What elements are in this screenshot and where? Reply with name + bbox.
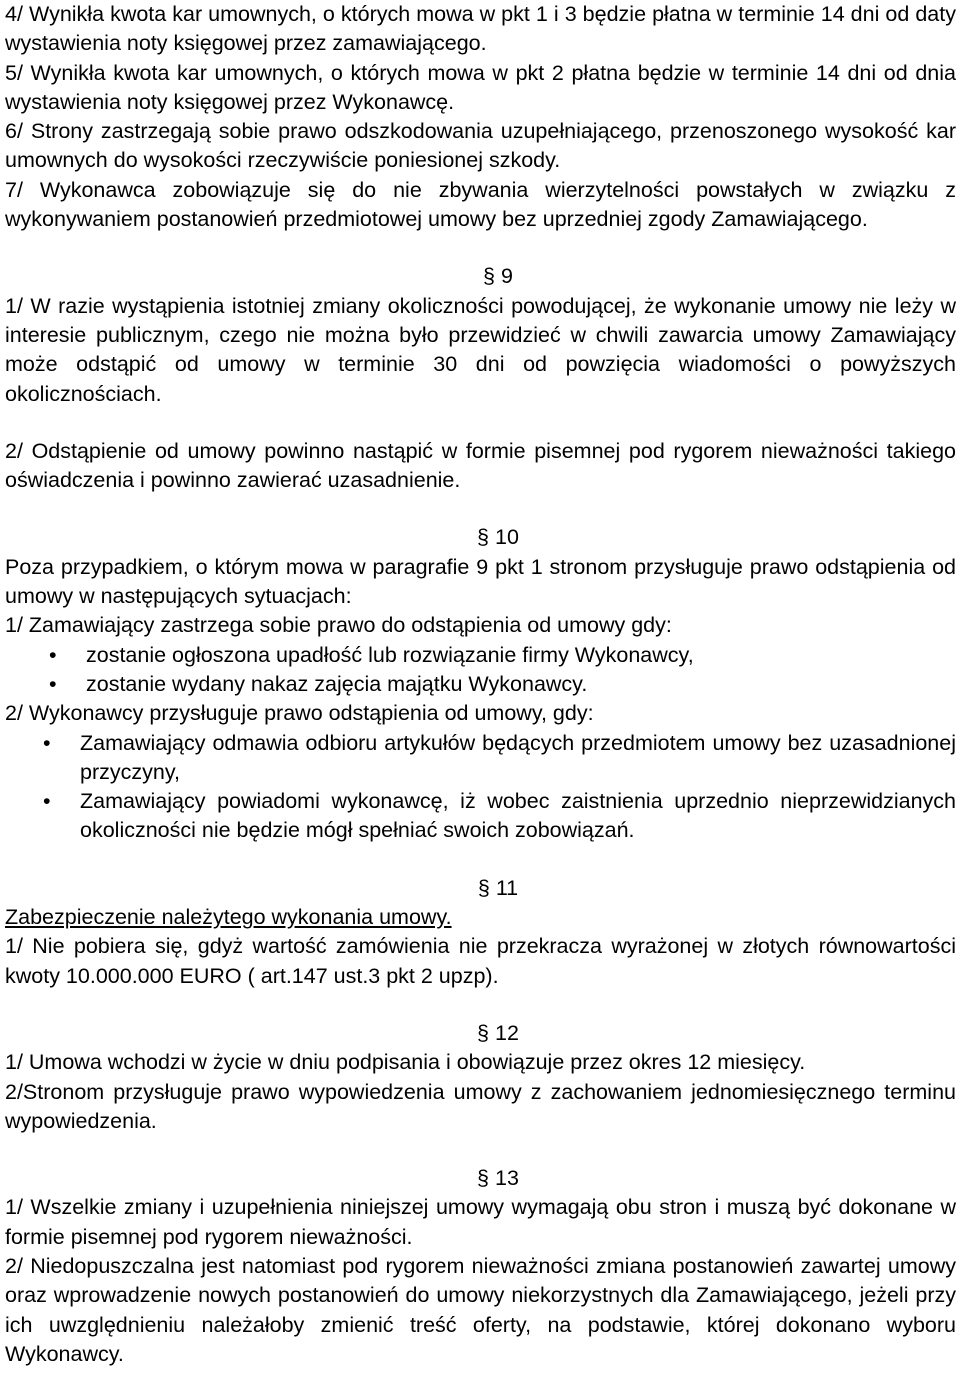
section-12-paragraph-1: 1/ Umowa wchodzi w życie w dniu podpisania i obowiązuje przez okres 12 miesięcy. xyxy=(5,1050,806,1075)
bullet-icon: • xyxy=(43,789,51,814)
spacer xyxy=(5,846,956,874)
section-number: 12 xyxy=(495,1020,519,1045)
section-9-paragraph-2: 2/ Odstąpienie od umowy powinno nastąpić w formie pisemnej pod rygorem nieważności takiego oświadczenia i powinno zawierać uzasadnienie. xyxy=(5,438,956,493)
section-10-list-1 xyxy=(5,641,956,700)
section-9-paragraph-1: 1/ W razie wystąpienia istotniej zmiany okoliczności powodującej, że wykonanie umowy nie leży w interesie publicznym, czego nie można było przewidzieć w chwili zawarcia umowy Zamawiający może odstąpić od umowy w terminie 30 dni od powzięcia wiadomości o powyższych okolicznościach. xyxy=(5,293,956,406)
list-item xyxy=(5,729,956,788)
paragraph-5: 5/ Wynikła kwota kar umownych, o których mowa w pkt 2 płatna będzie w terminie 14 dni od dnia wystawienia noty księgowej przez Wykonawcę. xyxy=(5,60,956,114)
section-13-paragraph-1: 1/ Wszelkie zmiany i uzupełnienia niniejszej umowy wymagają obu stron i muszą być dokonane w formie pisemnej pod rygorem nieważności. xyxy=(5,1195,956,1249)
bullet-icon: • xyxy=(43,730,51,755)
section-11-title xyxy=(5,903,956,932)
section-symbol: § xyxy=(483,264,495,289)
bullet-icon: • xyxy=(49,642,57,667)
paragraph-6: 6/ Strony zastrzegają sobie prawo odszkodowania uzupełniającego, przenoszonego wysokość kar umownych do wysokości rzeczywiście poniesionej szkody. xyxy=(5,119,956,173)
section-number: 11 xyxy=(495,875,519,900)
section-10-paragraph-2: 2/ Wykonawcy przysługuje prawo odstąpienia od umowy, gdy: xyxy=(5,701,594,726)
section-symbol: § xyxy=(477,875,490,900)
section-10-paragraph-1: 1/ Zamawiający zastrzega sobie prawo do odstąpienia od umowy gdy: xyxy=(5,613,672,638)
spacer xyxy=(5,409,956,437)
list-item-text: zostanie wydany nakaz zajęcia majątku Wykonawcy. xyxy=(86,671,588,696)
section-number: 9 xyxy=(501,264,513,289)
list-item-text: Zamawiający powiadomi wykonawcę, iż wobec zaistnienia uprzednio nieprzewidzianych okoliczności nie będzie mógł spełniać swoich zobowiązań. xyxy=(80,789,956,843)
section-heading-10 xyxy=(5,523,956,552)
list-item xyxy=(5,641,956,670)
section-heading-12 xyxy=(5,1019,956,1048)
section-heading-11 xyxy=(5,874,956,903)
section-12-paragraph-2: 2/Stronom przysługuje prawo wypowiedzenia umowy z zachowaniem jednomiesięcznego terminu wypowiedzenia. xyxy=(5,1079,956,1133)
section-symbol: § xyxy=(477,1020,490,1045)
section-10-list-2 xyxy=(5,729,956,846)
list-item xyxy=(5,670,956,699)
spacer xyxy=(5,1136,956,1164)
section-11-paragraph-1: 1/ Nie pobiera się, gdyż wartość zamówienia nie przekracza wyrażonej w złotych równowartości kwoty 10.000.000 EURO ( art.147 ust.3 pkt 2 upzp). xyxy=(5,934,956,988)
bullet-icon: • xyxy=(49,671,57,696)
section-number: 10 xyxy=(495,525,519,550)
list-item xyxy=(5,787,956,846)
list-item-text: zostanie ogłoszona upadłość lub rozwiązanie firmy Wykonawcy, xyxy=(86,642,694,667)
section-heading-13 xyxy=(5,1164,956,1193)
section-number: 13 xyxy=(495,1166,519,1191)
section-heading-9 xyxy=(5,262,956,291)
section-title: Zabezpieczenie należytego wykonania umowy. xyxy=(5,905,452,930)
section-10-intro: Poza przypadkiem, o którym mowa w paragrafie 9 pkt 1 stronom przysługuje prawo odstąpienia od umowy w następujących sytuacjach: xyxy=(5,554,956,609)
spacer xyxy=(5,991,956,1019)
paragraph-7: 7/ Wykonawca zobowiązuje się do nie zbywania wierzytelności powstałych w związku z wykonywaniem postanowień przedmiotowej umowy bez uprzedniej zgody Zamawiającego. xyxy=(5,177,956,232)
list-item-text: Zamawiający odmawia odbioru artykułów będących przedmiotem umowy bez uzasadnionej przyczyny, xyxy=(80,730,956,784)
spacer xyxy=(5,234,956,262)
spacer xyxy=(5,495,956,523)
section-symbol: § xyxy=(477,1166,490,1191)
paragraph-4: 4/ Wynikła kwota kar umownych, o których mowa w pkt 1 i 3 będzie płatna w terminie 14 dni od daty wystawienia noty księgowej przez zamawiającego. xyxy=(5,2,956,56)
section-symbol: § xyxy=(477,525,490,550)
section-13-paragraph-2: 2/ Niedopuszczalna jest natomiast pod rygorem nieważności zmiana postanowień zawartej umowy oraz wprowadzenie nowych postanowień do umowy niekorzystnych dla Zamawiającego, jeżeli przy ich uwzględnieniu należałoby zmienić treść oferty, na podstawie, której dokonano wyboru Wykonawcy. xyxy=(5,1253,956,1366)
